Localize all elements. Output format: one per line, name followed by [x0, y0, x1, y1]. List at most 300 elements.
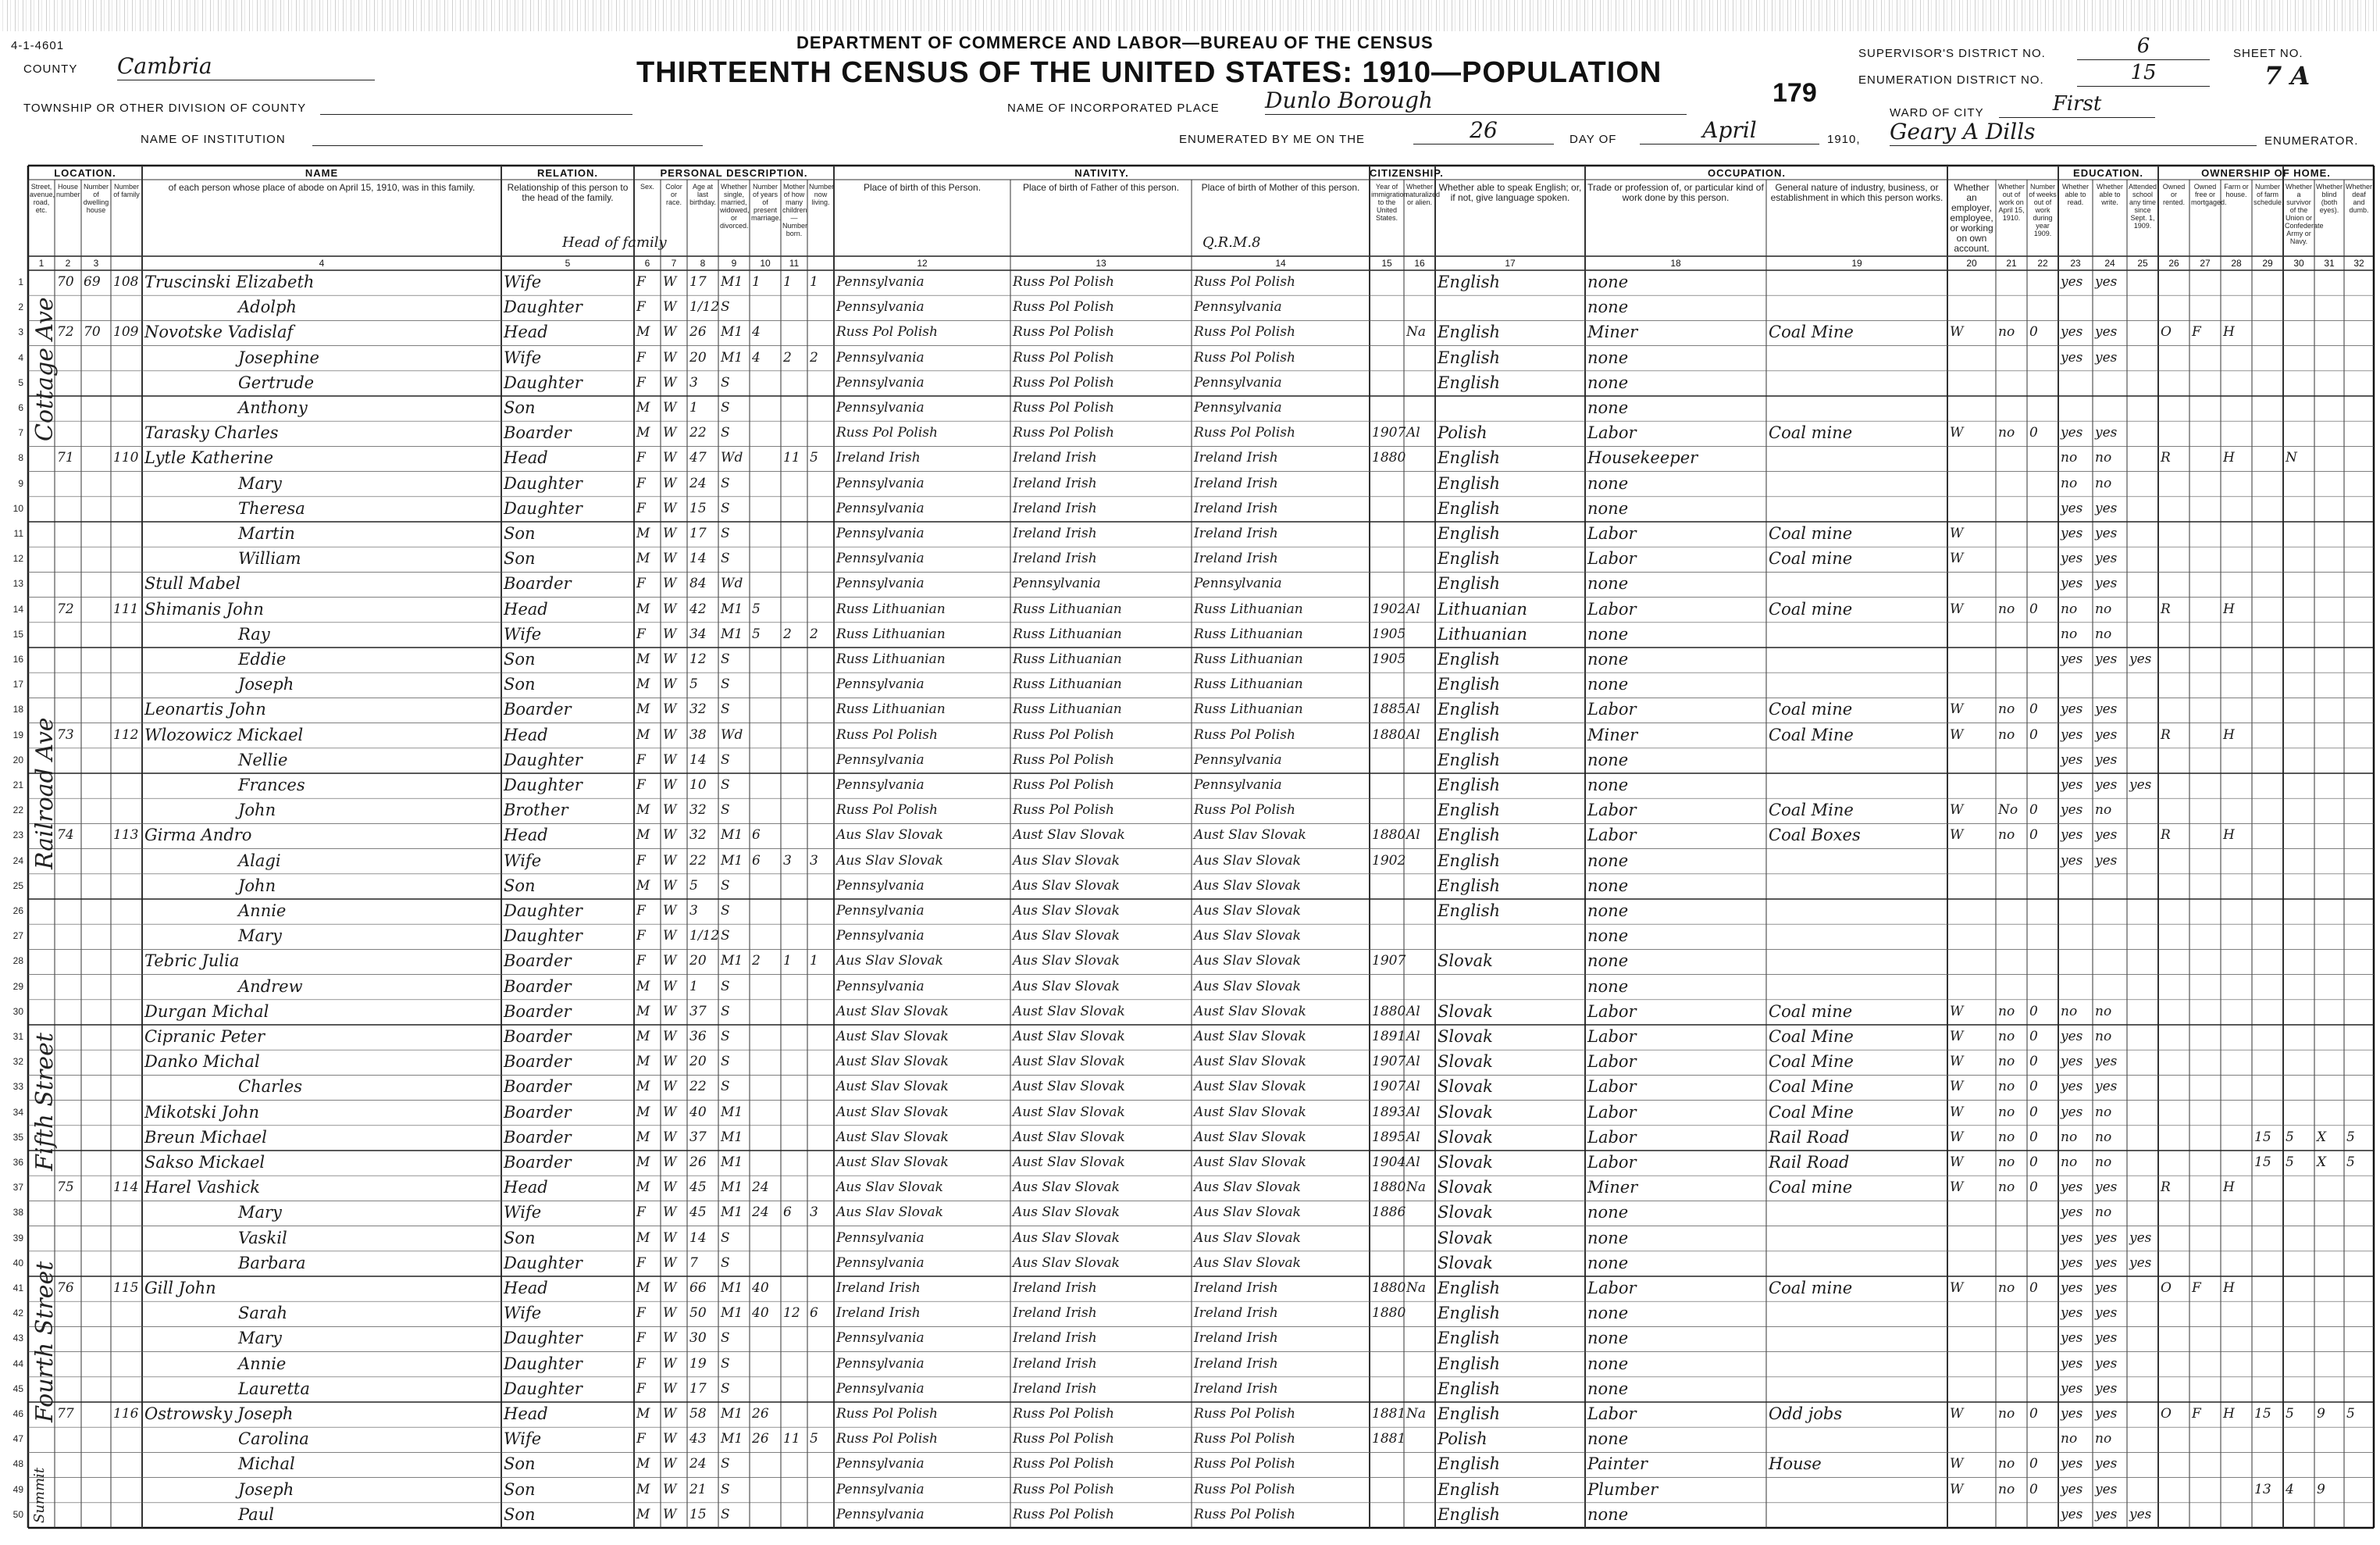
column-number: 19 — [1851, 258, 1862, 269]
cell-sex: M — [636, 1079, 650, 1095]
cell-bp: Pennsylvania — [836, 877, 925, 894]
cell-ms: M1 — [721, 274, 743, 290]
cell-name: Adolph — [238, 298, 297, 317]
cell-age: 5 — [689, 877, 698, 894]
cell-fbp: Russ Pol Polish — [1013, 802, 1114, 819]
cell-mbp: Russ Pol Polish — [1194, 1506, 1295, 1522]
cell-race: W — [663, 953, 677, 969]
cell-rel: Boarder — [504, 423, 572, 443]
cell-name: Leonartis John — [144, 700, 266, 719]
cell-race: W — [663, 1380, 677, 1397]
cell-rel: Head — [504, 1279, 548, 1297]
cell-rel: Head — [504, 826, 548, 845]
cell-lang: Slovak — [1438, 1052, 1493, 1072]
cell-sex: M — [636, 1406, 650, 1422]
cell-ms: M1 — [721, 852, 743, 869]
cell-rel: Daughter — [504, 1253, 583, 1272]
column-header-emp: Whether an employer, employee, or working on own account. — [1950, 182, 1993, 254]
cell-write: yes — [2095, 576, 2118, 592]
cell-read: no — [2061, 626, 2078, 642]
cell-race: W — [663, 1355, 677, 1372]
cell-fbp: Russ Pol Polish — [1013, 299, 1114, 316]
cell-race: W — [663, 802, 677, 819]
cell-rel: Daughter — [504, 473, 583, 493]
cell-surv: 5 — [2286, 1406, 2294, 1422]
cell-name: John — [238, 801, 276, 820]
cell-sched: 15 — [2254, 1129, 2271, 1145]
cell-sex: F — [636, 374, 646, 391]
cell-imm: 1907 — [1372, 425, 1406, 441]
cell-read: yes — [2061, 1029, 2083, 1044]
row-number: 9 — [18, 477, 23, 489]
cell-emp: W — [1950, 1481, 1964, 1497]
cell-fbp: Russ Pol Polish — [1013, 1456, 1114, 1472]
cell-ind: Coal mine — [1769, 524, 1853, 543]
cell-ms: M1 — [721, 1104, 743, 1120]
cell-emp: W — [1950, 1154, 1964, 1170]
cell-name: Frances — [238, 776, 305, 794]
cell-bp: Pennsylvania — [836, 676, 925, 693]
cell-occ: Labor — [1587, 1102, 1637, 1122]
cell-read: yes — [2061, 500, 2083, 516]
cell-race: W — [663, 450, 677, 466]
cell-race: W — [663, 349, 677, 366]
cell-rel: Wife — [504, 273, 542, 291]
enumerated-day: 26 — [1413, 117, 1554, 145]
cell-bp: Pennsylvania — [836, 777, 925, 793]
cell-bp: Aus Slav Slovak — [836, 852, 943, 869]
cell-write: no — [2095, 1431, 2112, 1447]
cell-emp: W — [1950, 802, 1964, 819]
cell-fbp: Ireland Irish — [1013, 475, 1097, 491]
cell-age: 5 — [689, 676, 698, 693]
cell-name: Harel Vashick — [144, 1178, 260, 1197]
cell-name: Mary — [238, 473, 282, 493]
cell-imm: 1905 — [1372, 651, 1406, 667]
cell-occ: Labor — [1587, 1404, 1637, 1423]
row-number: 10 — [12, 502, 23, 514]
cell-nat: Na — [1406, 324, 1427, 341]
column-header-own: Owned or rented. — [2162, 183, 2186, 206]
cell-mbp: Aus Slav Slovak — [1194, 1179, 1301, 1196]
cell-imm: 1905 — [1372, 626, 1406, 642]
cell-free: F — [2192, 324, 2201, 341]
cell-bp: Aus Slav Slovak — [836, 827, 943, 844]
cell-sch: yes — [2129, 651, 2152, 667]
cell-occ: Labor — [1587, 524, 1637, 543]
cell-read: yes — [2061, 576, 2083, 592]
cell-name: Mary — [238, 1329, 282, 1348]
cell-write: no — [2095, 802, 2112, 819]
cell-emp: W — [1950, 1456, 1964, 1472]
cell-lang: English — [1438, 1454, 1501, 1474]
cell-yrs: 40 — [752, 1305, 769, 1322]
cell-name: Joseph — [238, 1479, 294, 1499]
cell-mbp: Aust Slav Slovak — [1194, 1129, 1306, 1145]
cell-ind: Coal Mine — [1769, 323, 1854, 342]
cell-write: yes — [2095, 777, 2118, 793]
cell-bp: Pennsylvania — [836, 1456, 925, 1472]
cell-write: yes — [2095, 324, 2118, 341]
column-header-yrs: Number of years of present marriage. — [751, 183, 782, 222]
cell-name: Mikotski John — [144, 1102, 260, 1122]
column-number: 28 — [2231, 258, 2242, 269]
cell-rel: Boarder — [504, 1102, 572, 1122]
cell-living: 5 — [810, 450, 818, 466]
column-header-name: of each person whose place of abode on April 15, 1910, was in this family. — [168, 182, 476, 193]
cell-fbp: Ireland Irish — [1013, 551, 1097, 567]
cell-rel: Wife — [504, 624, 542, 644]
cell-race: W — [663, 1229, 677, 1246]
cell-imm: 1880 — [1372, 1280, 1406, 1296]
row-number: 1 — [18, 277, 23, 287]
cell-born: 2 — [783, 626, 792, 642]
cell-ms: S — [721, 1456, 730, 1472]
column-header-sex: Sex. — [640, 183, 654, 191]
cell-rel: Boarder — [504, 976, 572, 996]
cell-farm: H — [2223, 1179, 2235, 1196]
cell-rel: Daughter — [504, 776, 583, 794]
cell-sex: F — [636, 1380, 646, 1397]
cell-mbp: Russ Pol Polish — [1194, 726, 1295, 743]
cell-fbp: Aust Slav Slovak — [1013, 1154, 1125, 1170]
cell-ms: S — [721, 475, 730, 491]
cell-age: 17 — [689, 274, 707, 290]
cell-sex: M — [636, 1104, 650, 1120]
column-header-deaf: Whether deaf and dumb. — [2346, 183, 2373, 214]
cell-nat: Na — [1406, 1280, 1427, 1296]
department-line: DEPARTMENT OF COMMERCE AND LABOR—BUREAU OF THE CENSUS — [796, 33, 1434, 52]
cell-write: yes — [2095, 701, 2118, 718]
cell-sex: F — [636, 1431, 646, 1447]
cell-mbp: Pennsylvania — [1194, 751, 1282, 768]
cell-imm: 1880 — [1372, 450, 1406, 466]
column-number: 30 — [2293, 258, 2304, 269]
column-number: 4 — [319, 258, 325, 269]
cell-bp: Pennsylvania — [836, 978, 925, 994]
cell-fbp: Russ Pol Polish — [1013, 374, 1114, 391]
cell-nat: Na — [1406, 1179, 1427, 1196]
cell-name: Lytle Katherine — [144, 448, 274, 468]
cell-fbp: Russ Pol Polish — [1013, 349, 1114, 366]
cell-write: yes — [2095, 651, 2118, 667]
row-number: 22 — [12, 805, 23, 816]
cell-out: no — [1998, 1406, 2015, 1422]
column-number: 16 — [1414, 258, 1425, 269]
cell-lang: Lithuanian — [1438, 624, 1527, 644]
cell-mbp: Russ Pol Polish — [1194, 425, 1295, 441]
cell-name: Truscinski Elizabeth — [144, 273, 315, 291]
cell-race: W — [663, 551, 677, 567]
cell-farm: H — [2223, 324, 2235, 341]
cell-fbp: Ireland Irish — [1013, 1355, 1097, 1372]
cell-sex: M — [636, 676, 650, 693]
cell-occ: Labor — [1587, 1279, 1637, 1297]
cell-occ: Labor — [1587, 423, 1637, 443]
row-number: 41 — [12, 1283, 23, 1293]
cell-yrs: 4 — [752, 324, 761, 341]
cell-bp: Aust Slav Slovak — [836, 1003, 949, 1019]
cell-sex: M — [636, 877, 650, 894]
cell-race: W — [663, 1305, 677, 1322]
cell-bp: Pennsylvania — [836, 274, 925, 290]
cell-read: no — [2061, 1003, 2078, 1019]
cell-rel: Boarder — [504, 1052, 572, 1072]
cell-read: yes — [2061, 852, 2083, 869]
cell-ms: S — [721, 651, 730, 667]
cell-read: yes — [2061, 1456, 2083, 1472]
cell-ms: S — [721, 400, 730, 416]
cell-race: W — [663, 827, 677, 844]
cell-ms: S — [721, 1506, 730, 1522]
cell-bp: Pennsylvania — [836, 1506, 925, 1522]
column-header-blind: Whether blind (both eyes). — [2316, 183, 2343, 214]
cell-mbp: Russ Lithuanian — [1194, 651, 1303, 667]
cell-ms: S — [721, 802, 730, 819]
cell-name: Carolina — [238, 1429, 309, 1449]
cell-emp: W — [1950, 324, 1964, 341]
cell-fn: 116 — [113, 1406, 139, 1422]
cell-ind: Odd jobs — [1769, 1404, 1843, 1423]
cell-occ: none — [1587, 976, 1629, 996]
cell-fn: 108 — [113, 274, 139, 290]
cell-name: Barbara — [238, 1253, 306, 1272]
cell-occ: none — [1587, 1429, 1629, 1449]
cell-read: no — [2061, 475, 2078, 491]
cell-occ: none — [1587, 1504, 1629, 1524]
column-number: 10 — [760, 258, 771, 269]
cell-ms: S — [721, 526, 730, 541]
cell-mbp: Aus Slav Slovak — [1194, 953, 1301, 969]
cell-bp: Ireland Irish — [836, 1280, 921, 1296]
cell-read: yes — [2061, 1406, 2083, 1422]
cell-rel: Boarder — [504, 1027, 572, 1046]
row-number: 38 — [12, 1207, 23, 1219]
cell-ms: S — [721, 1079, 730, 1095]
column-number: 27 — [2200, 258, 2211, 269]
cell-born: 1 — [783, 274, 792, 290]
cell-lang: English — [1438, 1504, 1501, 1524]
cell-lang: English — [1438, 675, 1501, 694]
cell-race: W — [663, 852, 677, 869]
cell-bp: Pennsylvania — [836, 500, 925, 516]
cell-bp: Aus Slav Slovak — [836, 953, 943, 969]
cell-yrs: 24 — [752, 1179, 769, 1196]
cell-dw: 76 — [57, 1280, 74, 1296]
cell-mbp: Ireland Irish — [1194, 450, 1278, 466]
cell-age: 17 — [689, 1380, 707, 1397]
cell-write: no — [2095, 1129, 2112, 1145]
cell-out: no — [1998, 1003, 2015, 1019]
column-number: 23 — [2070, 258, 2081, 269]
cell-fbp: Aus Slav Slovak — [1013, 903, 1120, 919]
cell-fbp: Ireland Irish — [1013, 1305, 1097, 1322]
cell-lang: Slovak — [1438, 1228, 1493, 1247]
cell-occ: none — [1587, 1329, 1629, 1348]
cell-race: W — [663, 701, 677, 718]
column-number: 14 — [1275, 258, 1286, 269]
cell-emp: W — [1950, 1079, 1964, 1095]
cell-out: No — [1998, 802, 2018, 819]
cell-read: yes — [2061, 1280, 2083, 1296]
cell-read: yes — [2061, 349, 2083, 366]
cell-lang: English — [1438, 574, 1501, 594]
street-label: Cottage Ave — [31, 297, 59, 442]
cell-ms: S — [721, 299, 730, 316]
cell-race: W — [663, 1003, 677, 1019]
row-number: 18 — [12, 704, 23, 715]
cell-lang: English — [1438, 1279, 1501, 1297]
cell-bp: Russ Pol Polish — [836, 726, 938, 743]
cell-lang: English — [1438, 851, 1501, 870]
cell-name: Gertrude — [238, 373, 315, 392]
cell-sch: yes — [2129, 777, 2152, 793]
row-number: 14 — [12, 603, 23, 615]
cell-age: 22 — [689, 852, 707, 869]
column-header-ms: Whether single, married, widowed, or divorced. — [720, 183, 750, 230]
row-number: 43 — [12, 1333, 23, 1344]
cell-sex: M — [636, 1481, 650, 1497]
cell-write: yes — [2095, 726, 2118, 743]
cell-race: W — [663, 1456, 677, 1472]
cell-race: W — [663, 1104, 677, 1120]
row-number: 21 — [12, 780, 23, 790]
cell-fbp: Russ Pol Polish — [1013, 324, 1114, 341]
cell-lang: English — [1438, 650, 1501, 669]
cell-bp: Aust Slav Slovak — [836, 1079, 949, 1095]
cell-name: Ostrowsky Joseph — [144, 1404, 294, 1423]
cell-wks: 0 — [2029, 726, 2038, 743]
cell-imm: 1907 — [1372, 953, 1406, 969]
cell-sex: M — [636, 1154, 650, 1170]
cell-dw: 72 — [57, 324, 74, 341]
cell-surv: N — [2286, 450, 2297, 466]
cell-bp: Pennsylvania — [836, 299, 925, 316]
cell-name: Andrew — [238, 976, 303, 996]
cell-name: Sarah — [238, 1304, 287, 1323]
cell-fn: 114 — [113, 1179, 139, 1196]
incorporated-label: NAME OF INCORPORATED PLACE — [1007, 102, 1220, 115]
cell-read: no — [2061, 1129, 2078, 1145]
cell-out: no — [1998, 425, 2015, 441]
cell-ind: Coal mine — [1769, 1178, 1853, 1197]
cell-write: yes — [2095, 852, 2118, 869]
cell-mbp: Russ Lithuanian — [1194, 701, 1303, 718]
cell-lang: English — [1438, 273, 1501, 291]
cell-own: R — [2161, 726, 2171, 743]
cell-ms: M1 — [721, 827, 743, 844]
cell-sex: F — [636, 1254, 646, 1271]
cell-wks: 0 — [2029, 425, 2038, 441]
cell-lang: Slovak — [1438, 1077, 1493, 1097]
cell-nat: Al — [1406, 726, 1420, 743]
cell-occ: none — [1587, 650, 1629, 669]
cell-fbp: Ireland Irish — [1013, 526, 1097, 541]
row-number: 19 — [12, 729, 23, 740]
cell-sex: F — [636, 852, 646, 869]
cell-ms: S — [721, 751, 730, 768]
cell-emp: W — [1950, 1054, 1964, 1070]
cell-age: 37 — [689, 1129, 707, 1145]
cell-mbp: Russ Lithuanian — [1194, 626, 1303, 642]
cell-rel: Brother — [504, 801, 568, 820]
row-number: 2 — [18, 302, 23, 313]
cell-imm: 1893 — [1372, 1104, 1406, 1120]
cell-imm: 1907 — [1372, 1054, 1406, 1070]
cell-age: 17 — [689, 526, 707, 541]
row-number: 42 — [12, 1308, 23, 1319]
row-number: 48 — [12, 1458, 23, 1470]
cell-emp: W — [1950, 601, 1964, 617]
cell-free: F — [2192, 1280, 2201, 1296]
cell-sex: F — [636, 299, 646, 316]
cell-bp: Russ Lithuanian — [836, 626, 946, 642]
cell-age: 24 — [689, 475, 707, 491]
cell-read: yes — [2061, 1481, 2083, 1497]
cell-ms: S — [721, 676, 730, 693]
cell-read: yes — [2061, 802, 2083, 819]
cell-mbp: Russ Pol Polish — [1194, 1406, 1295, 1422]
cell-mbp: Russ Pol Polish — [1194, 1481, 1295, 1497]
cell-bp: Aus Slav Slovak — [836, 1204, 943, 1221]
street-label: Summit — [31, 1467, 48, 1523]
census-title: THIRTEENTH CENSUS OF THE UNITED STATES: 1910—POPULATION — [636, 56, 1662, 89]
cell-rel: Head — [504, 1178, 548, 1197]
cell-wks: 0 — [2029, 827, 2038, 844]
cell-name: Durgan Michal — [144, 1001, 269, 1021]
cell-sex: F — [636, 1305, 646, 1322]
cell-bp: Pennsylvania — [836, 1254, 925, 1271]
column-header-out: Whether out of work on April 15, 1910. — [1997, 183, 2025, 222]
cell-surv: 4 — [2286, 1481, 2294, 1497]
cell-name: Vaskil — [238, 1228, 287, 1247]
cell-occ: none — [1587, 624, 1629, 644]
cell-wks: 0 — [2029, 1079, 2038, 1095]
cell-yrs: 24 — [752, 1204, 769, 1221]
cell-lang: Slovak — [1438, 1153, 1493, 1172]
cell-race: W — [663, 1054, 677, 1070]
cell-rel: Daughter — [504, 901, 583, 920]
cell-own: R — [2161, 450, 2171, 466]
column-header-imm: Year of immigration to the United States. — [1371, 183, 1408, 222]
cell-imm: 1880 — [1372, 827, 1406, 844]
cell-fbp: Pennsylvania — [1013, 576, 1101, 592]
cell-occ: Labor — [1587, 1052, 1637, 1072]
cell-rel: Boarder — [504, 700, 572, 719]
cell-ms: M1 — [721, 1154, 743, 1170]
cell-age: 3 — [689, 903, 698, 919]
cell-lang: Polish — [1438, 423, 1488, 443]
cell-emp: W — [1950, 701, 1964, 718]
cell-age: 15 — [689, 500, 707, 516]
cell-age: 14 — [689, 1229, 707, 1246]
cell-rel: Boarder — [504, 1127, 572, 1147]
cell-sex: M — [636, 1229, 650, 1246]
cell-sex: F — [636, 274, 646, 290]
cell-fbp: Aus Slav Slovak — [1013, 1254, 1120, 1271]
cell-fn: 110 — [113, 450, 139, 466]
cell-sex: M — [636, 827, 650, 844]
cell-ind: Coal Mine — [1769, 1027, 1854, 1046]
column-number: 1 — [38, 258, 45, 269]
cell-read: yes — [2061, 1254, 2083, 1271]
cell-ms: S — [721, 777, 730, 793]
cell-nat: Al — [1406, 425, 1420, 441]
cell-occ: Labor — [1587, 826, 1637, 845]
column-number: 18 — [1670, 258, 1681, 269]
row-number: 25 — [12, 880, 23, 891]
cell-fbp: Russ Lithuanian — [1013, 701, 1122, 718]
